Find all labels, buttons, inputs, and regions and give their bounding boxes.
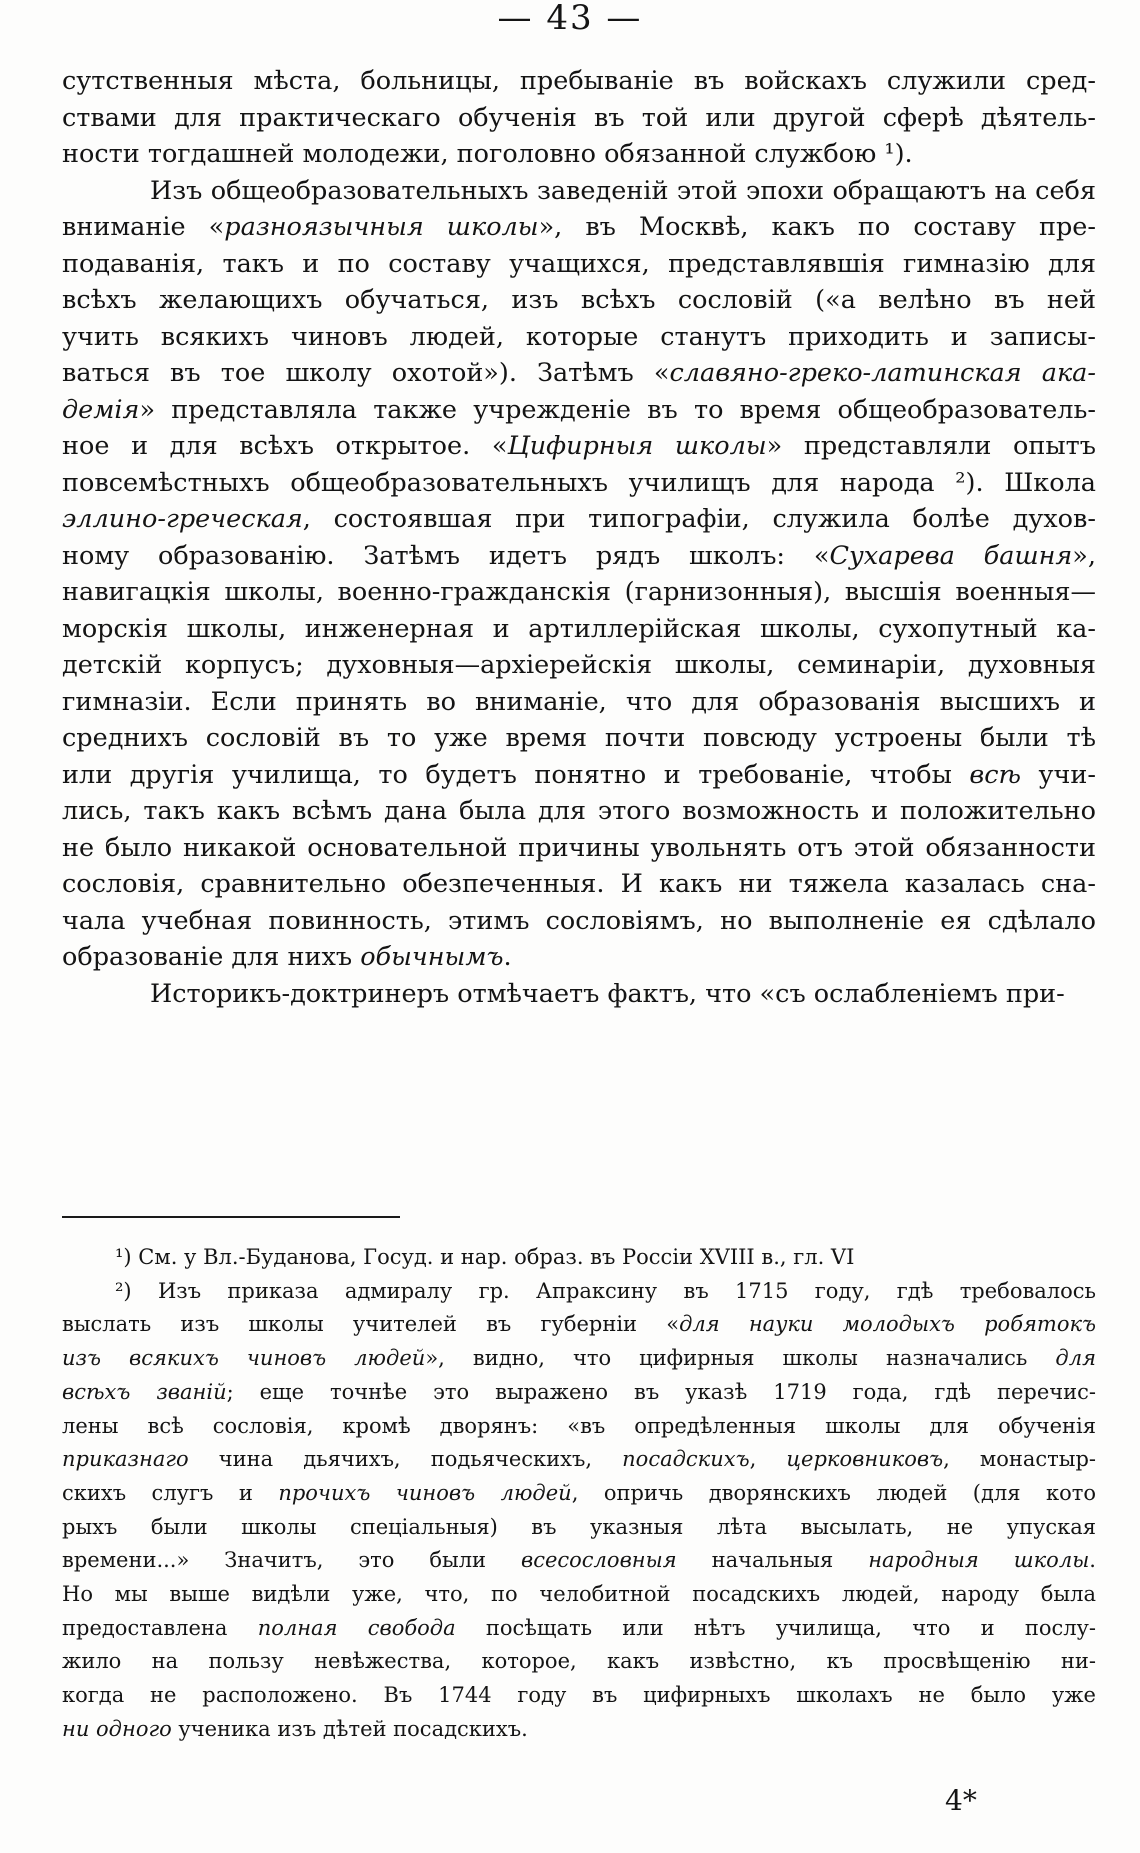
text-line: вниманіе «разноязычныя школы», въ Москвѣ, какъ по составу пре- xyxy=(62,212,1096,242)
italic-phrase: славяно-греко-латинская ака- xyxy=(669,358,1096,388)
italic-phrase: для науки молодыхъ робятокъ xyxy=(679,1312,1097,1337)
italic-phrase: ни одного xyxy=(62,1716,172,1741)
text-line: сутственныя мѣста, больницы, пребываніе въ войскахъ служили сред- xyxy=(62,66,1096,96)
footnote-line: предоставлена полная свобода посѣщать или нѣтъ училища, что и послу- xyxy=(62,1615,1097,1640)
text-line: ному образованію. Затѣмъ идетъ рядъ школъ: «Сухарева башня», xyxy=(62,540,1096,571)
footnote-line: ни одного ученика изъ дѣтей посадскихъ. xyxy=(62,1716,528,1741)
text-line: эллино-греческая, состоявшая при типографіи, служила болѣе духов- xyxy=(62,504,1096,534)
footnote-line: скихъ слугъ и прочихъ чиновъ людей, опричь дворянскихъ людей (для кото xyxy=(62,1480,1097,1505)
italic-phrase: всѣхъ званій xyxy=(62,1379,227,1404)
italic-phrase: Сухарева башня xyxy=(829,540,1073,571)
italic-phrase: полная свобода xyxy=(257,1615,456,1640)
footnote-line: жило на пользу невѣжества, которое, какъ извѣстно, къ просвѣщенію ни- xyxy=(62,1649,1096,1674)
footnote-line: рыхъ были школы спеціальныя) въ указныя лѣта высылать, не упуская xyxy=(62,1514,1096,1539)
italic-phrase: посадскихъ xyxy=(622,1447,750,1472)
italic-phrase: всѣ xyxy=(969,759,1021,790)
text-line: ствами для практическаго обученія въ той или другой сферѣ дѣятель- xyxy=(62,102,1096,133)
footnote-line: ¹) См. у Вл.-Буданова, Госуд. и нар. образ. въ Россіи XVIII в., гл. VI xyxy=(115,1245,855,1269)
text-line: всѣхъ желающихъ обучаться, изъ всѣхъ сословій («а велѣно въ ней xyxy=(62,285,1096,315)
text-line: демія» представляла также учрежденіе въ то время общеобразователь- xyxy=(62,394,1096,425)
italic-phrase: Цифирныя школы xyxy=(507,431,767,461)
footnote-line: времени...» Значитъ, это были всесословныя начальныя народныя школы. xyxy=(62,1548,1096,1573)
text-line: учить всякихъ чиновъ людей, которые станутъ приходить и записы- xyxy=(62,321,1096,352)
italic-phrase: демія xyxy=(62,394,140,425)
text-line: ное и для всѣхъ открытое. «Цифирныя школы» представляли опытъ xyxy=(62,431,1097,461)
text-line: ваться въ тое школу охотой»). Затѣмъ «славяно-греко-латинская ака- xyxy=(62,358,1096,388)
footnote-line: изъ всякихъ чиновъ людей», видно, что цифирныя школы назначались для xyxy=(62,1346,1097,1371)
text-line: детскій корпусъ; духовныя—архіерейскія школы, семинаріи, духовныя xyxy=(62,650,1096,680)
italic-phrase: церковниковъ xyxy=(786,1447,944,1472)
text-line: сословія, сравнительно обезпеченныя. И какъ ни тяжела казалась сна- xyxy=(62,869,1096,899)
italic-phrase: эллино-греческая xyxy=(62,504,303,534)
text-line: морскія школы, инженерная и артиллерійская школы, сухопутный ка- xyxy=(62,613,1096,644)
text-line: навигацкія школы, военно-гражданскія (гарнизонныя), высшія военныя— xyxy=(62,577,1096,607)
italic-phrase: обычнымъ xyxy=(360,942,504,972)
footnote-line: когда не расположено. Въ 1744 году въ цифирныхъ школахъ не было уже xyxy=(62,1683,1096,1708)
footnote-line: приказнаго чина дьячихъ, подьяческихъ, посадскихъ, церковниковъ, монастыр- xyxy=(62,1447,1097,1472)
text-line: ности тогдашней молодежи, поголовно обязанной службою ¹). xyxy=(62,139,913,169)
text-line: чала учебная повинность, этимъ сословіямъ, но выполненіе ея сдѣлало xyxy=(62,905,1096,936)
italic-phrase: всесословныя xyxy=(520,1548,677,1573)
footnote-divider xyxy=(62,1216,400,1218)
footnote-line: Но мы выше видѣли уже, что, по челобитной посадскихъ людей, народу была xyxy=(62,1582,1096,1606)
italic-phrase: приказнаго xyxy=(62,1447,189,1472)
text-line: подаванія, такъ и по составу учащихся, представлявшія гимназію для xyxy=(62,248,1096,279)
text-line: среднихъ сословій въ то уже время почти повсюду устроены были тѣ xyxy=(62,723,1096,753)
text-line: Изъ общеобразовательныхъ заведеній этой эпохи обращаютъ на себя xyxy=(150,175,1096,206)
italic-phrase: народныя школы xyxy=(868,1548,1090,1573)
signature-mark: 4* xyxy=(945,1784,977,1817)
text-line: не было никакой основательной причины увольнять отъ этой обязанности xyxy=(62,832,1096,863)
italic-phrase: для xyxy=(1055,1346,1097,1371)
italic-phrase: изъ всякихъ чиновъ людей xyxy=(62,1346,426,1371)
footnote-line: всѣхъ званій; еще точнѣе это выражено въ указѣ 1719 года, гдѣ перечис- xyxy=(62,1379,1096,1404)
footnote-line: лены всѣ сословія, кромѣ дворянъ: «въ опредѣленныя школы для обученія xyxy=(62,1413,1096,1438)
italic-phrase: разноязычныя школы xyxy=(224,212,539,242)
text-line: или другія училища, то будетъ понятно и требованіе, чтобы всѣ учи- xyxy=(62,759,1096,790)
text-line: образованіе для нихъ обычнымъ. xyxy=(62,942,512,972)
text-line: гимназіи. Если принять во вниманіе, что для образованія высшихъ и xyxy=(62,686,1096,717)
italic-phrase: прочихъ чиновъ людей xyxy=(278,1480,572,1505)
footnote-line: ²) Изъ приказа адмиралу гр. Апраксину въ 1715 году, гдѣ требовалось xyxy=(115,1278,1096,1303)
text-line: Историкъ-доктринеръ отмѣчаетъ фактъ, что «съ ослабленіемъ при- xyxy=(150,978,1065,1009)
page-number: — 43 — xyxy=(497,0,643,38)
footnote-line: выслать изъ школы учителей въ губерніи «для науки молодыхъ робятокъ xyxy=(62,1312,1097,1337)
text-line: повсемѣстныхъ общеобразовательныхъ училищъ для народа ²). Школа xyxy=(62,467,1096,498)
text-line: лись, такъ какъ всѣмъ дана была для этого возможность и положительно xyxy=(62,796,1096,826)
